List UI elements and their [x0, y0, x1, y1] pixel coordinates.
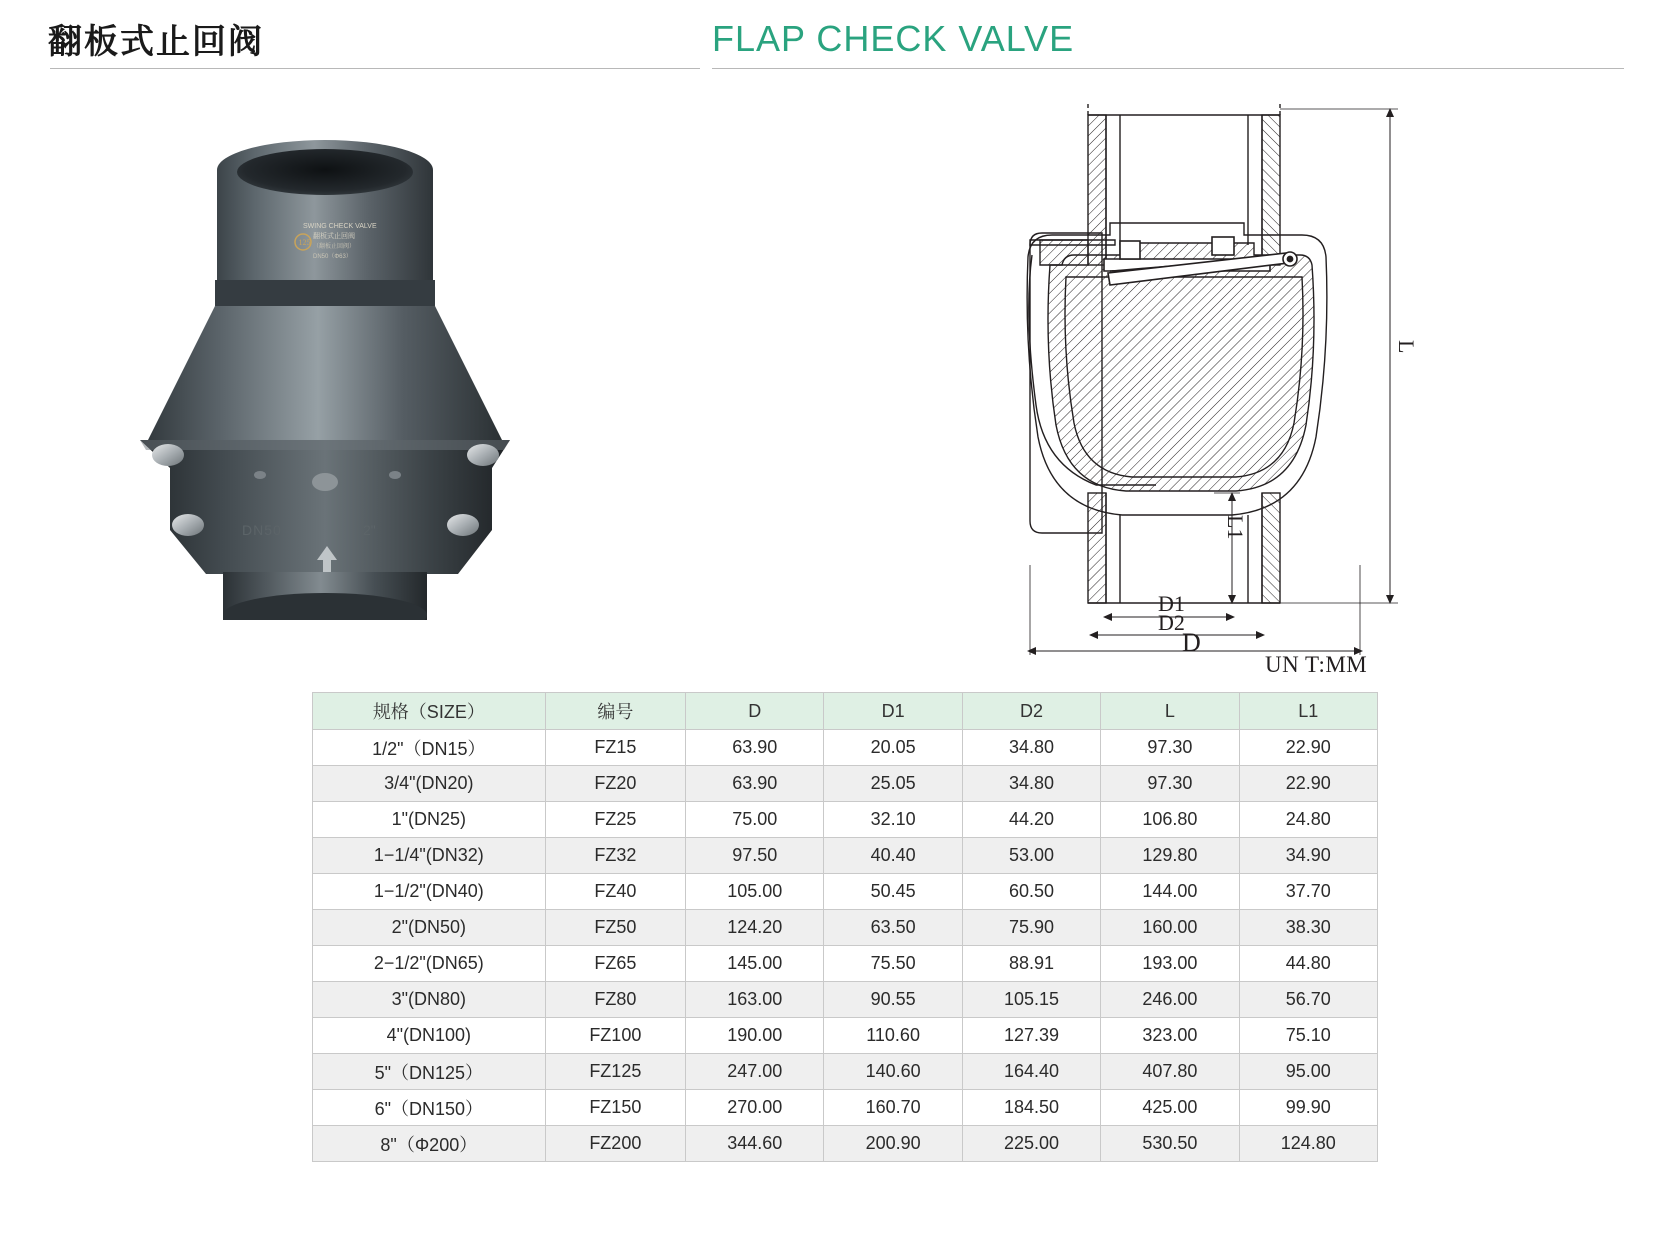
cell-size: 2"(DN50) — [313, 910, 546, 946]
table-row — [313, 1018, 1378, 1054]
cell-l: 246.00 — [1101, 982, 1239, 1018]
col-header-l1: L1 — [1239, 693, 1377, 730]
page-title-cn: 翻板式止回阀 — [48, 23, 264, 61]
cell-d1: 75.50 — [824, 946, 962, 982]
svg-text:SWING CHECK VALVE: SWING CHECK VALVE — [303, 223, 377, 230]
dimension-label-D: D — [1182, 628, 1201, 657]
cell-code: FZ32 — [545, 838, 685, 874]
cell-l1: 34.90 — [1239, 838, 1377, 874]
cell-l1: 37.70 — [1239, 874, 1377, 910]
cell-size: 1/2"（DN15） — [313, 730, 546, 766]
cell-d2: 75.90 — [962, 910, 1100, 946]
cell-size: 2−1/2"(DN65) — [313, 946, 546, 982]
svg-text:（翻板止回阀）: （翻板止回阀） — [313, 244, 356, 250]
spec-table-wrapper — [312, 692, 1378, 1162]
cell-l: 106.80 — [1101, 802, 1239, 838]
cell-d: 75.00 — [686, 802, 824, 838]
cell-size: 1−1/2"(DN40) — [313, 874, 546, 910]
cell-code: FZ50 — [545, 910, 685, 946]
cell-d: 190.00 — [686, 1018, 824, 1054]
col-header-d: D — [686, 693, 824, 730]
cell-code: FZ15 — [545, 730, 685, 766]
cell-d1: 20.05 — [824, 730, 962, 766]
cell-code: FZ20 — [545, 766, 685, 802]
table-row — [313, 766, 1378, 802]
cell-d2: 88.91 — [962, 946, 1100, 982]
table-row — [313, 1126, 1378, 1162]
dimension-label-L1: L1 — [1223, 515, 1248, 540]
col-header-l: L — [1101, 693, 1239, 730]
cell-size: 8"（Φ200） — [313, 1126, 546, 1162]
cell-d: 270.00 — [686, 1090, 824, 1126]
table-row — [313, 874, 1378, 910]
cell-l: 97.30 — [1101, 766, 1239, 802]
cell-size: 1−1/4"(DN32) — [313, 838, 546, 874]
cell-l: 530.50 — [1101, 1126, 1239, 1162]
cell-l: 97.30 — [1101, 730, 1239, 766]
cell-d1: 50.45 — [824, 874, 962, 910]
cell-d2: 34.80 — [962, 766, 1100, 802]
cell-l1: 38.30 — [1239, 910, 1377, 946]
cell-d2: 105.15 — [962, 982, 1100, 1018]
cell-l1: 24.80 — [1239, 802, 1377, 838]
cell-l: 129.80 — [1101, 838, 1239, 874]
cell-d2: 184.50 — [962, 1090, 1100, 1126]
cell-d1: 40.40 — [824, 838, 962, 874]
cell-l: 407.80 — [1101, 1054, 1239, 1090]
page-title-en: FLAP CHECK VALVE — [712, 18, 1075, 59]
svg-text:2": 2" — [363, 522, 376, 538]
cell-l1: 22.90 — [1239, 730, 1377, 766]
cell-size: 3/4"(DN20) — [313, 766, 546, 802]
cell-l1: 56.70 — [1239, 982, 1377, 1018]
cell-d1: 32.10 — [824, 802, 962, 838]
cell-d1: 63.50 — [824, 910, 962, 946]
cell-code: FZ200 — [545, 1126, 685, 1162]
cell-code: FZ150 — [545, 1090, 685, 1126]
cell-d1: 90.55 — [824, 982, 962, 1018]
valve-photo-illustration — [110, 110, 540, 620]
cell-size: 1"(DN25) — [313, 802, 546, 838]
table-header-row — [313, 693, 1378, 730]
table-row — [313, 730, 1378, 766]
cell-code: FZ65 — [545, 946, 685, 982]
cell-l1: 124.80 — [1239, 1126, 1377, 1162]
cell-l: 323.00 — [1101, 1018, 1239, 1054]
cell-d2: 164.40 — [962, 1054, 1100, 1090]
cell-d1: 140.60 — [824, 1054, 962, 1090]
svg-text:DN50: DN50 — [242, 522, 282, 538]
spec-table — [312, 692, 1378, 1162]
col-header-size: 规格（SIZE） — [313, 693, 546, 730]
cell-l: 160.00 — [1101, 910, 1239, 946]
cell-l1: 95.00 — [1239, 1054, 1377, 1090]
svg-text:翻板式止回阀: 翻板式止回阀 — [313, 233, 355, 240]
cell-code: FZ25 — [545, 802, 685, 838]
cell-l1: 22.90 — [1239, 766, 1377, 802]
title-divider-right — [712, 68, 1624, 69]
cell-d: 124.20 — [686, 910, 824, 946]
cell-d: 344.60 — [686, 1126, 824, 1162]
cell-d2: 34.80 — [962, 730, 1100, 766]
cell-d2: 225.00 — [962, 1126, 1100, 1162]
product-photo — [90, 100, 690, 640]
col-header-d1: D1 — [824, 693, 962, 730]
dimension-label-D1: D1 — [1158, 591, 1185, 616]
cell-d: 247.00 — [686, 1054, 824, 1090]
cell-d: 63.90 — [686, 730, 824, 766]
title-divider-left — [50, 68, 700, 69]
cell-size: 4"(DN100) — [313, 1018, 546, 1054]
col-header-d2: D2 — [962, 693, 1100, 730]
table-row — [313, 802, 1378, 838]
technical-drawing — [1000, 95, 1460, 655]
cell-code: FZ80 — [545, 982, 685, 1018]
cell-size: 3"(DN80) — [313, 982, 546, 1018]
cell-d1: 160.70 — [824, 1090, 962, 1126]
spec-table-body — [313, 730, 1378, 1162]
cell-l: 425.00 — [1101, 1090, 1239, 1126]
cell-d2: 127.39 — [962, 1018, 1100, 1054]
svg-text:DN50（Φ63）: DN50（Φ63） — [313, 254, 352, 260]
cell-d2: 53.00 — [962, 838, 1100, 874]
cell-d: 105.00 — [686, 874, 824, 910]
cell-d1: 200.90 — [824, 1126, 962, 1162]
cell-code: FZ100 — [545, 1018, 685, 1054]
cell-d: 145.00 — [686, 946, 824, 982]
table-row — [313, 982, 1378, 1018]
valve-section-drawing — [1000, 95, 1460, 655]
valve-label — [295, 218, 377, 274]
unit-label: UN T:MM — [1265, 652, 1368, 677]
cell-d2: 60.50 — [962, 874, 1100, 910]
cell-d: 163.00 — [686, 982, 824, 1018]
table-row — [313, 838, 1378, 874]
svg-text:125: 125 — [298, 238, 311, 247]
dimension-label-L: L — [1394, 340, 1419, 354]
cell-d: 97.50 — [686, 838, 824, 874]
cell-code: FZ40 — [545, 874, 685, 910]
cell-size: 5"（DN125） — [313, 1054, 546, 1090]
cell-l1: 44.80 — [1239, 946, 1377, 982]
cell-size: 6"（DN150） — [313, 1090, 546, 1126]
table-row — [313, 910, 1378, 946]
cell-code: FZ125 — [545, 1054, 685, 1090]
cell-d: 63.90 — [686, 766, 824, 802]
table-row — [313, 946, 1378, 982]
col-header-code: 编号 — [545, 693, 685, 730]
cell-l: 144.00 — [1101, 874, 1239, 910]
page-header — [0, 0, 1674, 80]
cell-l1: 75.10 — [1239, 1018, 1377, 1054]
dimension-label-D2: D2 — [1158, 610, 1185, 635]
cell-l1: 99.90 — [1239, 1090, 1377, 1126]
cell-d1: 25.05 — [824, 766, 962, 802]
cell-d2: 44.20 — [962, 802, 1100, 838]
cell-l: 193.00 — [1101, 946, 1239, 982]
table-row — [313, 1090, 1378, 1126]
cell-d1: 110.60 — [824, 1018, 962, 1054]
table-row — [313, 1054, 1378, 1090]
